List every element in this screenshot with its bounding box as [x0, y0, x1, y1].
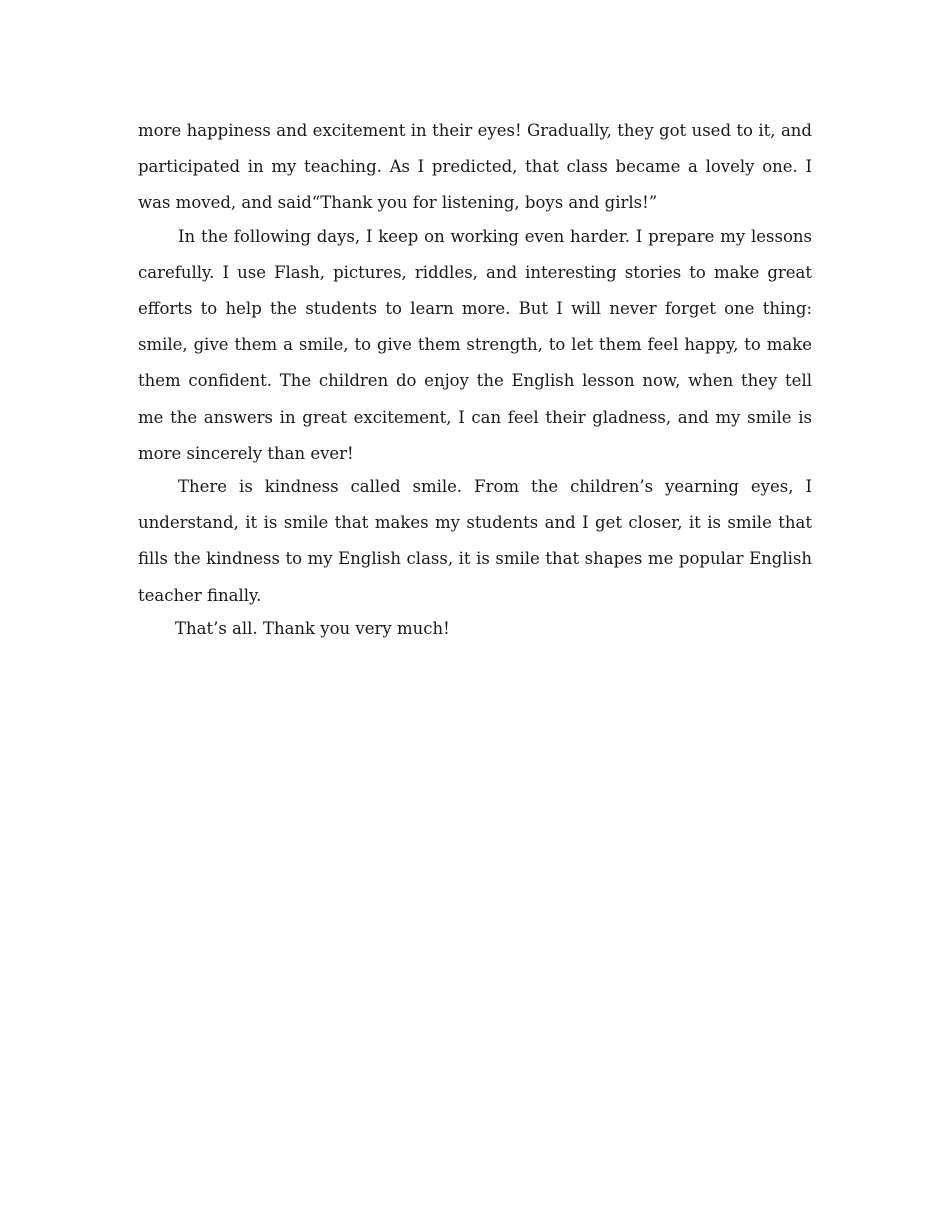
paragraph-closing: That’s all. Thank you very much!: [175, 618, 450, 638]
paragraph-kindness-smile: There is kindness called smile. From the children’s yearning eyes, I understand, it is smile that makes my students and I get closer, it is smile that fills the kindness to my English class, it is smile that shapes me popular English teacher finally.: [138, 477, 812, 605]
paragraph-following-days: In the following days, I keep on working even harder. I prepare my lessons carefully. I use Flash, pictures, riddles, and interesting stories to make great efforts to help the students to learn more. But I will never forget one thing: smile, give them a smile, to give them strength, to let them feel happy, to make them confident. The children do enjoy the English lesson now, when they tell me the answers in great excitement, I can feel their gladness, and my smile is more sincerely than ever!: [138, 226, 812, 463]
paragraph-continuation: more happiness and excitement in their eyes! Gradually, they got used to it, and participated in my teaching. As I predicted, that class became a lovely one. I was moved, and said“Thank you for listening, boys and girls!”: [138, 121, 812, 213]
document-body: [138, 113, 812, 647]
